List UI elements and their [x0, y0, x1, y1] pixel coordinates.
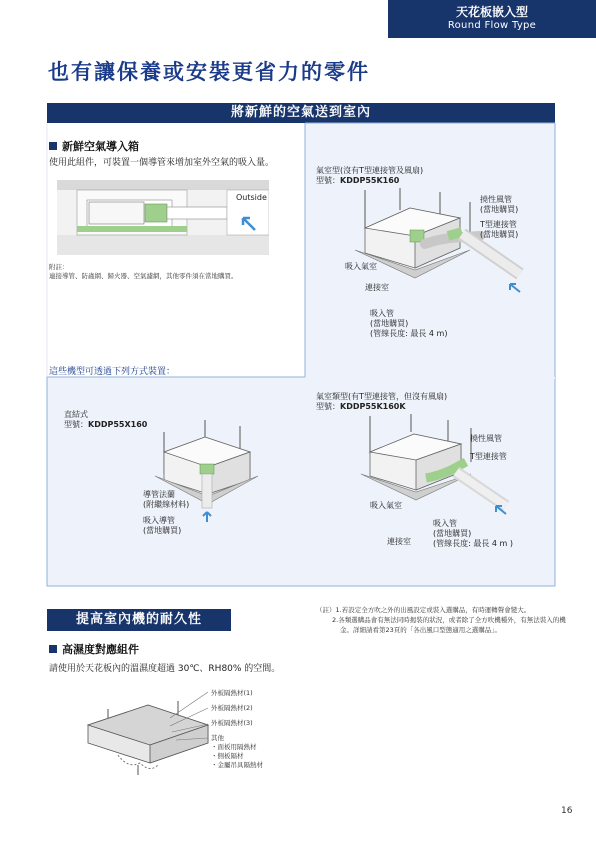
fresh-air-box-diagram — [57, 180, 269, 255]
note-title: 附註： — [49, 263, 69, 271]
k160-label-intake-chamber: 吸入氣室 — [345, 262, 377, 271]
section-band-fresh-air: 將新鮮的空氣送到室內 — [47, 103, 555, 122]
x160-label-intake-duct-local: (當地購買) — [143, 526, 182, 535]
k160k-caption: 氣室類型(有T型連接管，但沒有風扇) — [316, 392, 448, 401]
footnote-line3: 金。詳細請看第23頁的「各出風口型態適用之選購品」。 — [340, 626, 502, 634]
high-humidity-description: 請使用於天花板內的溫濕度超過 30℃、RH80% 的空間。 — [49, 664, 281, 674]
k160-label-flex-duct-local: (當地購買) — [480, 205, 519, 214]
k160-label-intake-pipe: 吸入管 — [370, 309, 394, 318]
k160k-model: KDDP55K160K — [340, 402, 406, 411]
k160-label-intake-pipe-local: (當地購買) — [370, 319, 409, 328]
humidity-label-hanger-insulation: ・金屬吊具隔熱材 — [211, 761, 263, 769]
fresh-air-box-description: 使用此組件，可裝置一個導管來增加室外空氣的吸入量。 — [49, 158, 275, 168]
subsection-heading-high-humidity: 高濕度對應組件 — [49, 641, 139, 657]
k160k-label-flex-duct: 撓性風管 — [470, 434, 502, 443]
humidity-label-outer-insulation-3: 外板隔熱材(3) — [211, 719, 253, 727]
footnote-line2: 2.各類選購品會有無法同時揭裝的狀況，或者除了全方吹機種外，有無法裝入的機 — [332, 616, 566, 624]
x160-model-line: 型號：KDDP55X160 — [64, 420, 148, 429]
category-label: 天花板嵌入型 — [455, 5, 528, 19]
section-band-durability: 提高室內機的耐久性 — [47, 609, 231, 631]
outside-label: Outside — [236, 193, 267, 202]
page-title: 也有讓保養或安裝更省力的零件 — [48, 60, 370, 84]
humidity-label-side-insulation: ・側板隔材 — [211, 752, 244, 760]
page-number: 16 — [561, 806, 573, 816]
install-methods-note: 這些機型可透過下列方式裝置： — [49, 367, 176, 377]
k160k-label-intake-pipe: 吸入管 — [433, 519, 457, 528]
x160-caption: 直結式 — [64, 410, 88, 419]
k160k-label-intake-chamber: 吸入氣室 — [370, 501, 402, 510]
k160k-label-t-joint: T型連接管 — [470, 452, 507, 461]
note-body: 連接導管、防蟲網、歸火器、空氣濾網，其他零件須在當地購買。 — [49, 272, 238, 280]
k160k-model-line: 型號：KDDP55K160K — [316, 402, 406, 411]
k160-label-t-joint-local: (當地購買) — [480, 230, 519, 239]
k160-model: KDDP55K160 — [340, 176, 400, 185]
humidity-label-other: 其他 — [211, 734, 224, 742]
k160-label-t-joint: T型連接管 — [480, 220, 517, 229]
k160k-label-intake-pipe-local: (當地購買) — [433, 529, 472, 538]
k160-label-flex-duct: 撓性風管 — [480, 195, 512, 204]
x160-model: KDDP55X160 — [88, 420, 148, 429]
k160-label-pipe-length: (管線長度: 最長 4 m) — [370, 329, 448, 338]
label-leader-lines — [170, 688, 210, 768]
x160-label-flange-note: (附繼線材料) — [143, 500, 190, 509]
k160k-label-pipe-length: (管線長度: 最長 4 m ) — [433, 539, 513, 548]
footnote-line1: （註）1.若設定全方吹之外的出風設定或裝入選購品，有時運轉聲會變大。 — [316, 606, 531, 614]
bullet-square-icon — [49, 645, 57, 653]
humidity-label-outer-insulation-1: 外板隔熱材(1) — [211, 689, 253, 697]
k160k-label-connection-chamber: 連接室 — [387, 537, 411, 546]
humidity-label-panel-insulation: ・面板用隔熱材 — [211, 743, 257, 751]
bullet-square-icon — [49, 142, 57, 150]
k160-model-line: 型號：KDDP55K160 — [316, 176, 400, 185]
x160-label-intake-duct: 吸入導管 — [143, 516, 175, 525]
x160-label-flange: 導管法蘭 — [143, 490, 175, 499]
subsection-heading-fresh-air-box: 新鮮空氣導入箱 — [49, 138, 139, 154]
category-label-en: Round Flow Type — [447, 20, 537, 31]
k160-caption: 氣室型(沒有T型連接管及風扇) — [316, 166, 424, 175]
k160-label-connection-chamber: 連接室 — [365, 283, 389, 292]
humidity-label-outer-insulation-2: 外板隔熱材(2) — [211, 704, 253, 712]
